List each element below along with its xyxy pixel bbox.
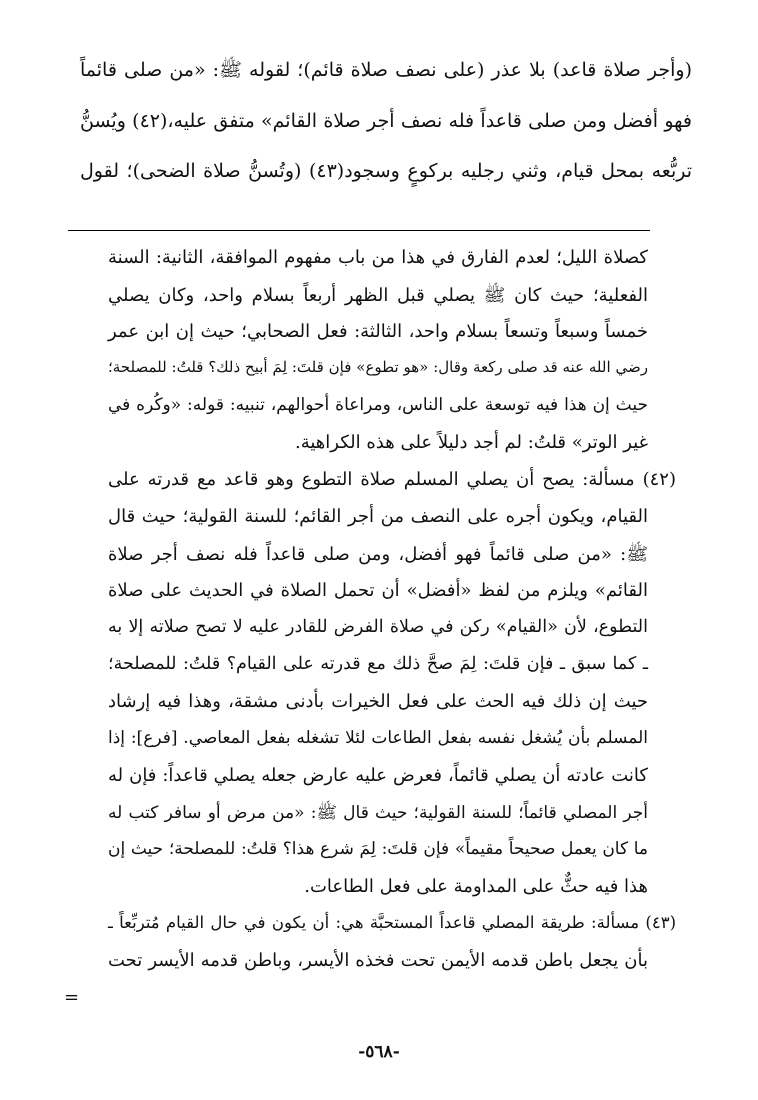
footnote-line-18: هذا فيه حثٌّ على المداومة على فعل الطاعات. bbox=[304, 876, 648, 897]
footnote-line-13: حيث إن ذلك فيه الحث على فعل الخيرات بأدنى مشقة، وهذا فيه إرشاد bbox=[108, 691, 648, 712]
footnote-line-20: بأن يجعل باطن قدمه الأيمن تحت فخذه الأيسر، وباطن قدمه الأيسر تحت bbox=[108, 950, 648, 971]
footnote-separator bbox=[68, 230, 650, 231]
main-text-line-2: فهو أفضل ومن صلى قاعداً فله نصف أجر صلاة القائم» متفق عليه،(٤٢) ويُسنُّ bbox=[80, 110, 692, 132]
footnote-line-15: كانت عادته أن يصلي قائماً، فعرض عليه عارض جعله يصلي قاعداً: فإن له bbox=[108, 765, 648, 786]
footnote-line-7: (٤٢) مسألة: يصح أن يصلي المسلم صلاة التطوع وهو قاعد مع قدرته على bbox=[108, 469, 676, 490]
footnote-line-14: المسلم بأن يُشغل نفسه بفعل الطاعات لئلا تشغله بفعل المعاصي. [فرع]: إذا bbox=[108, 728, 648, 748]
footnote-line-12: ـ كما سبق ـ فإن قلتَ: لِمَ صحَّ ذلك مع قدرته على القيام؟ قلتُ: للمصلحة؛ bbox=[108, 654, 648, 674]
footnote-line-17: ما كان يعمل صحيحاً مقيماً» فإن قلتَ: لِمَ شرع هذا؟ قلتُ: للمصلحة؛ حيث إن bbox=[108, 839, 648, 859]
footnote-line-3: خمساً وسبعاً وتسعاً بسلام واحد، الثالثة: فعل الصحابي؛ حيث إن ابن عمر bbox=[108, 321, 648, 342]
footnote-line-16: أجر المصلي قائماً؛ للسنة القولية؛ حيث قال ﷺ: «من مرض أو سافر كتب له bbox=[108, 803, 648, 823]
footnote-line-9: ﷺ: «من صلى قائماً فهو أفضل، ومن صلى قاعداً فله نصف أجر صلاة bbox=[108, 544, 648, 565]
footnote-line-6: غير الوتر» قلتُ: لم أجد دليلاً على هذه الكراهية. bbox=[294, 432, 648, 453]
footnote-line-19: (٤٣) مسألة: طريقة المصلي قاعداً المستحبَّة هي: أن يكون في حال القيام مُتربِّعاً ـ bbox=[108, 913, 676, 932]
footnote-line-2: الفعلية؛ حيث كان ﷺ يصلي قبل الظهر أربعاً بسلام واحد، وكان يصلي bbox=[108, 285, 648, 306]
continuation-mark: = bbox=[64, 987, 80, 1008]
footnote-line-8: القيام، ويكون أجره على النصف من أجر القائم؛ للسنة القولية؛ حيث قال bbox=[108, 506, 648, 527]
page-number: -٥٦٨- bbox=[358, 1042, 400, 1062]
footnote-line-1: كصلاة الليل؛ لعدم الفارق في هذا من باب مفهوم الموافقة، الثانية: السنة bbox=[108, 247, 648, 268]
main-text-line-1: (وأجر صلاة قاعد) بلا عذر (على نصف صلاة قائم)؛ لقوله ﷺ: «من صلى قائماً bbox=[80, 59, 692, 81]
footnote-line-10: القائم» ويلزم من لفظ «أفضل» أن تحمل الصلاة في الحديث على صلاة bbox=[108, 580, 648, 601]
main-text-line-3: تربُّعه بمحل قيام، وثني رجليه بركوعٍ وسجود(٤٣) (وتُسنُّ صلاة الضحى)؛ لقول bbox=[80, 160, 692, 182]
footnote-line-5: حيث إن هذا فيه توسعة على الناس، ومراعاة أحوالهم، تنبيه: قوله: «وكُره في bbox=[108, 395, 648, 415]
footnote-line-11: التطوع، لأن «القيام» ركن في صلاة الفرض للقادر عليه لا تصح صلاته إلا به bbox=[108, 617, 648, 637]
footnote-line-4: رضي الله عنه قد صلى ركعة وقال: «هو تطوع» فإن قلتَ: لِمَ أبيح ذلك؟ قلتُ: للمصلحة؛ bbox=[108, 358, 648, 376]
